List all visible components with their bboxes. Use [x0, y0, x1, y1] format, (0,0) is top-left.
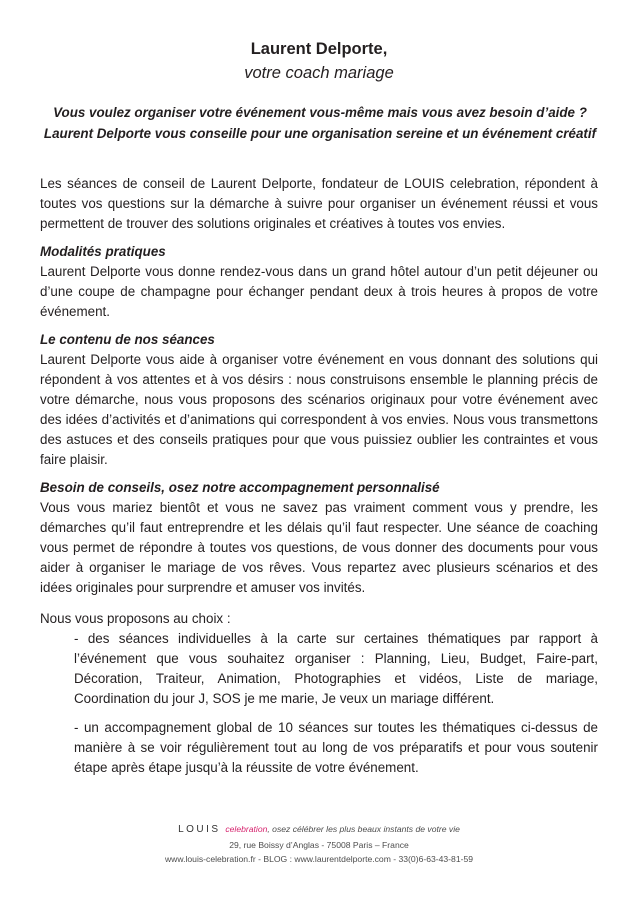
footer-contacts: www.louis-celebration.fr - BLOG : www.laurentdelporte.com - 33(0)6-63-43-81-59 [164, 854, 474, 864]
footer-brand-accent: celebration [225, 824, 268, 834]
heading-accompagnement: Besoin de conseils, osez notre accompagnement personnalisé [40, 480, 440, 495]
paragraph-contenu: Laurent Delporte vous aide à organiser votre événement en vous donnant des solutions qui répondent à vos attentes et à vos désirs : nous construisons ensemble le planning précis de votre démarche, nous vous proposons des scénarios originaux pour votre événement avec des idées d’activités et d’animations qui correspondent à vos envies. Nous vous transmettons des astuces et des conseils pratiques pour que vous puissiez oublier les contraintes et vous faire plaisir. [40, 352, 598, 467]
footer [0, 822, 638, 867]
choice-option-2: - un accompagnement global de 10 séances sur toutes les thématiques ci-dessus de manière à se voir régulièrement tout au long de vos préparatifs et pour vous soutenir étape après étape jusqu’à la réussite de votre événement. [74, 720, 598, 775]
intro-line-2: Laurent Delporte vous conseille pour une organisation sereine et un événement créatif [43, 126, 597, 141]
paragraph-accompagnement: Vous vous mariez bientôt et vous ne savez pas vraiment comment vous y prendre, les démarches qu’il faut entreprendre et les délais qu’il faut respecter. Une séance de coaching vous permet de répondre à toutes vos questions, de vous donner des documents pour vous aider à organiser le mariage de vos rêves. Vous repartez avec plusieurs scénarios et des idées originales pour surprendre et amuser vos invités. [40, 500, 598, 595]
footer-brand-line [0, 822, 638, 838]
body-text [40, 174, 598, 778]
footer-address: 29, rue Boissy d’Anglas - 75008 Paris – France [229, 839, 409, 850]
page-title: Laurent Delporte, [250, 40, 388, 58]
intro-line-1: Vous voulez organiser votre événement vous-même mais vous avez besoin d’aide ? [53, 105, 587, 120]
footer-tagline: , osez célébrer les plus beaux instants de votre vie [267, 824, 460, 834]
heading-modalites: Modalités pratiques [40, 244, 166, 259]
paragraph-modalites: Laurent Delporte vous donne rendez-vous dans un grand hôtel autour d’un petit déjeuner ou d’une coupe de champagne pour échanger pendant deux à trois heures à propos de votre événement. [40, 264, 598, 319]
footer-brand: LOUIS [178, 824, 221, 835]
page-subtitle: votre coach mariage [244, 64, 394, 82]
heading-contenu: Le contenu de nos séances [40, 332, 215, 347]
intro-block [40, 102, 600, 144]
choice-intro: Nous vous proposons au choix : [40, 611, 231, 626]
choice-option-1: - des séances individuelles à la carte sur certaines thématiques par rapport à l’événement que vous souhaitez organiser : Planning, Lieu, Budget, Faire-part, Décoration, Traiteur, Animation, Photographies et vidéos, Liste de mariage, Coordination du jour J, SOS je me marie, Je veux un mariage différent. [74, 631, 598, 706]
paragraph-intro: Les séances de conseil de Laurent Delporte, fondateur de LOUIS celebration, répondent à toutes vos questions sur la démarche à suivre pour organiser un événement réussi et vous permettent de trouver des solutions originales et créatives à toutes vos envies. [40, 176, 598, 231]
choice-list [40, 629, 598, 778]
